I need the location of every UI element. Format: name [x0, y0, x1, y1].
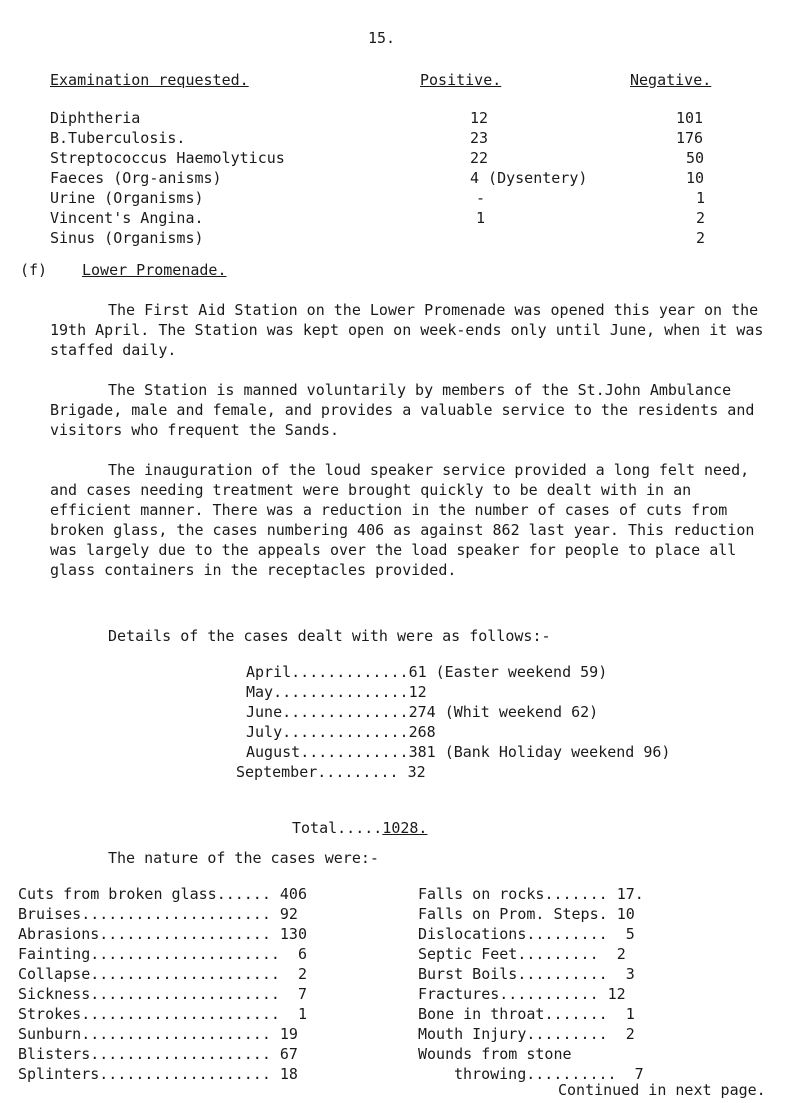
nature-item: [418, 1044, 572, 1064]
dot-leader: ......: [216, 885, 280, 903]
nature-label: Fainting: [18, 945, 91, 963]
nature-label: Abrasions: [18, 925, 100, 943]
nature-label: Fractures: [418, 985, 500, 1003]
nature-count: 67: [279, 1045, 298, 1063]
nature-count: 2: [616, 945, 626, 963]
nature-count: 406: [279, 885, 307, 903]
month-count: 12: [408, 683, 427, 701]
nature-label: Splinters: [18, 1065, 100, 1083]
nature-count: 10: [616, 905, 635, 923]
month-note: (Whit weekend 62): [444, 703, 599, 721]
exam-row-4: [50, 188, 204, 208]
month-row: [246, 682, 436, 702]
paragraph-3: [50, 460, 770, 580]
dot-leader: ...........: [499, 985, 608, 1003]
continued-note: Continued in next page.: [558, 1081, 766, 1099]
dot-leader: ............: [300, 743, 409, 761]
paragraph-1-text: The First Aid Station on the Lower Promenade was opened this year on the 19th April. The Station was kept open on week-ends only until June, when it was staffed daily.: [50, 301, 764, 359]
month-note: (Bank Holiday weekend 96): [444, 743, 671, 761]
nature-item: [418, 964, 635, 984]
nature-item: [18, 984, 307, 1004]
nature-intro: The nature of the cases were:-: [108, 849, 379, 867]
nature-count: 2: [297, 965, 307, 983]
section-label: (f): [20, 261, 48, 279]
dot-leader: .......: [544, 885, 617, 903]
month-note: (Easter weekend 59): [435, 663, 608, 681]
nature-label: Burst Boils: [418, 965, 518, 983]
total-label: Total: [292, 819, 338, 837]
dot-leader: ..............: [282, 723, 409, 741]
paragraph-1: [50, 300, 770, 360]
exam-neg-2: 50: [686, 149, 705, 167]
dot-leader: .........: [317, 763, 408, 781]
dot-leader: .....................: [90, 985, 298, 1003]
nature-item: [18, 944, 307, 964]
exam-neg-6: 2: [696, 229, 706, 247]
nature-label: Falls on Prom. Steps.: [418, 905, 608, 923]
exam-name: Streptococcus Haemolyticus: [50, 149, 285, 167]
nature-label: Strokes: [18, 1005, 82, 1023]
exam-name: Faeces (Org-anisms): [50, 169, 222, 187]
nature-count: 5: [625, 925, 635, 943]
nature-item: [18, 964, 307, 984]
nature-item: [18, 884, 307, 904]
exam-pos-3: 4 (Dysentery): [470, 169, 588, 187]
exam-row-0: [50, 108, 140, 128]
nature-item: [418, 904, 635, 924]
paragraph-3-text: The inauguration of the loud speaker service provided a long felt need, and cases needing treatment were brought quickly to be dealt with in an efficient manner. There was a reduction in the number of cases of cuts from broken glass, the cases numbering 406 as against 862 last year. This reduction was largely due to the appeals over the load speaker for people to place all glass containers in the receptacles provided.: [50, 461, 755, 579]
exam-neg-0: 101: [676, 109, 704, 127]
month-count: 381: [408, 743, 436, 761]
nature-count: 130: [279, 925, 307, 943]
nature-count: 2: [625, 1025, 635, 1043]
dot-leader: ....................: [90, 1045, 280, 1063]
nature-item: [418, 944, 626, 964]
nature-count: 6: [297, 945, 307, 963]
exam-row-1: [50, 128, 185, 148]
exam-name: Vincent's Angina.: [50, 209, 204, 227]
dot-leader: .....................: [90, 945, 298, 963]
nature-label: Blisters: [18, 1045, 91, 1063]
dot-leader: ..........: [526, 1065, 635, 1083]
nature-count: 1: [297, 1005, 307, 1023]
exam-row-5: [50, 208, 204, 228]
dot-leader: .........: [526, 925, 626, 943]
nature-label: Collapse: [18, 965, 91, 983]
dot-leader: .....................: [81, 905, 280, 923]
nature-label: Septic Feet: [418, 945, 518, 963]
exam-name: Sinus (Organisms): [50, 229, 204, 247]
month-row: [246, 702, 598, 722]
month-count: 61: [408, 663, 427, 681]
exam-row-3: [50, 168, 222, 188]
dot-leader: ......................: [81, 1005, 298, 1023]
nature-count: 12: [607, 985, 626, 1003]
exam-row-6: [50, 228, 204, 248]
nature-item: [18, 904, 298, 924]
nature-count: 19: [279, 1025, 298, 1043]
exam-name: Urine (Organisms): [50, 189, 204, 207]
nature-item: [18, 1044, 298, 1064]
month-label: September: [236, 763, 318, 781]
dot-leader: ..........: [517, 965, 626, 983]
month-row: [246, 722, 445, 742]
nature-count: 7: [297, 985, 307, 1003]
nature-label: Dislocations: [418, 925, 527, 943]
nature-count: 7: [634, 1065, 644, 1083]
header-negative: Negative.: [630, 71, 712, 89]
nature-item: [418, 984, 626, 1004]
month-label: April: [246, 663, 292, 681]
month-row: [246, 662, 607, 682]
header-examination: Examination requested.: [50, 71, 249, 89]
total-value: 1028.: [382, 819, 428, 837]
nature-item: [18, 924, 307, 944]
nature-item: [418, 1024, 635, 1044]
dot-leader: .............: [291, 663, 409, 681]
month-count: 268: [408, 723, 436, 741]
exam-pos-5: 1: [476, 209, 486, 227]
dot-leader: ...................: [99, 1065, 280, 1083]
nature-label: Bone in throat: [418, 1005, 545, 1023]
paragraph-2-text: The Station is manned voluntarily by members of the St.John Ambulance Brigade, male and female, and provides a valuable service to the residents and visitors who frequent the Sands.: [50, 381, 755, 439]
month-row: [246, 742, 670, 762]
dot-leader: .....................: [81, 1025, 280, 1043]
nature-label: Bruises: [18, 905, 82, 923]
exam-pos-1: 23: [470, 129, 489, 147]
dot-leader: .........: [517, 945, 617, 963]
exam-pos-2: 22: [470, 149, 489, 167]
nature-item: [418, 1004, 635, 1024]
details-intro: Details of the cases dealt with were as follows:-: [108, 627, 551, 645]
dot-leader: ...................: [99, 925, 280, 943]
total-row: [292, 818, 427, 838]
exam-row-2: [50, 148, 285, 168]
dot-leader: .....: [337, 819, 383, 837]
nature-item: [18, 1064, 298, 1084]
exam-name: B.Tuberculosis.: [50, 129, 186, 147]
dot-leader: ..............: [282, 703, 409, 721]
section-title: Lower Promenade.: [82, 261, 227, 279]
header-positive: Positive.: [420, 71, 502, 89]
exam-neg-5: 2: [696, 209, 706, 227]
nature-label: Mouth Injury: [418, 1025, 527, 1043]
nature-label: Sickness: [18, 985, 91, 1003]
page-number: 15.: [368, 29, 396, 47]
dot-leader: ...............: [273, 683, 409, 701]
month-label: June: [246, 703, 283, 721]
nature-label: Wounds from stone: [418, 1045, 572, 1063]
nature-item: [418, 924, 635, 944]
exam-neg-1: 176: [676, 129, 704, 147]
nature-item: [18, 1024, 298, 1044]
month-count: 32: [407, 763, 426, 781]
exam-name: Diphtheria: [50, 109, 141, 127]
month-label: May: [246, 683, 274, 701]
nature-label: Sunburn: [18, 1025, 82, 1043]
nature-item: [18, 1004, 307, 1024]
month-label: August: [246, 743, 301, 761]
month-row: [236, 762, 426, 782]
nature-item: [418, 884, 644, 904]
nature-label: Falls on rocks: [418, 885, 545, 903]
exam-pos-0: 12: [470, 109, 489, 127]
dot-leader: .......: [544, 1005, 626, 1023]
nature-label: throwing: [454, 1065, 527, 1083]
dot-leader: .....................: [90, 965, 298, 983]
nature-label: Cuts from broken glass: [18, 885, 217, 903]
nature-count: 1: [625, 1005, 635, 1023]
nature-count: 18: [279, 1065, 298, 1083]
exam-pos-4: -: [476, 189, 486, 207]
paragraph-2: [50, 380, 770, 440]
nature-count: 3: [625, 965, 635, 983]
dot-leader: .........: [526, 1025, 626, 1043]
nature-count: 92: [279, 905, 298, 923]
exam-neg-4: 1: [696, 189, 706, 207]
nature-count: 17.: [616, 885, 644, 903]
exam-neg-3: 10: [686, 169, 705, 187]
month-count: 274: [408, 703, 436, 721]
month-label: July: [246, 723, 283, 741]
